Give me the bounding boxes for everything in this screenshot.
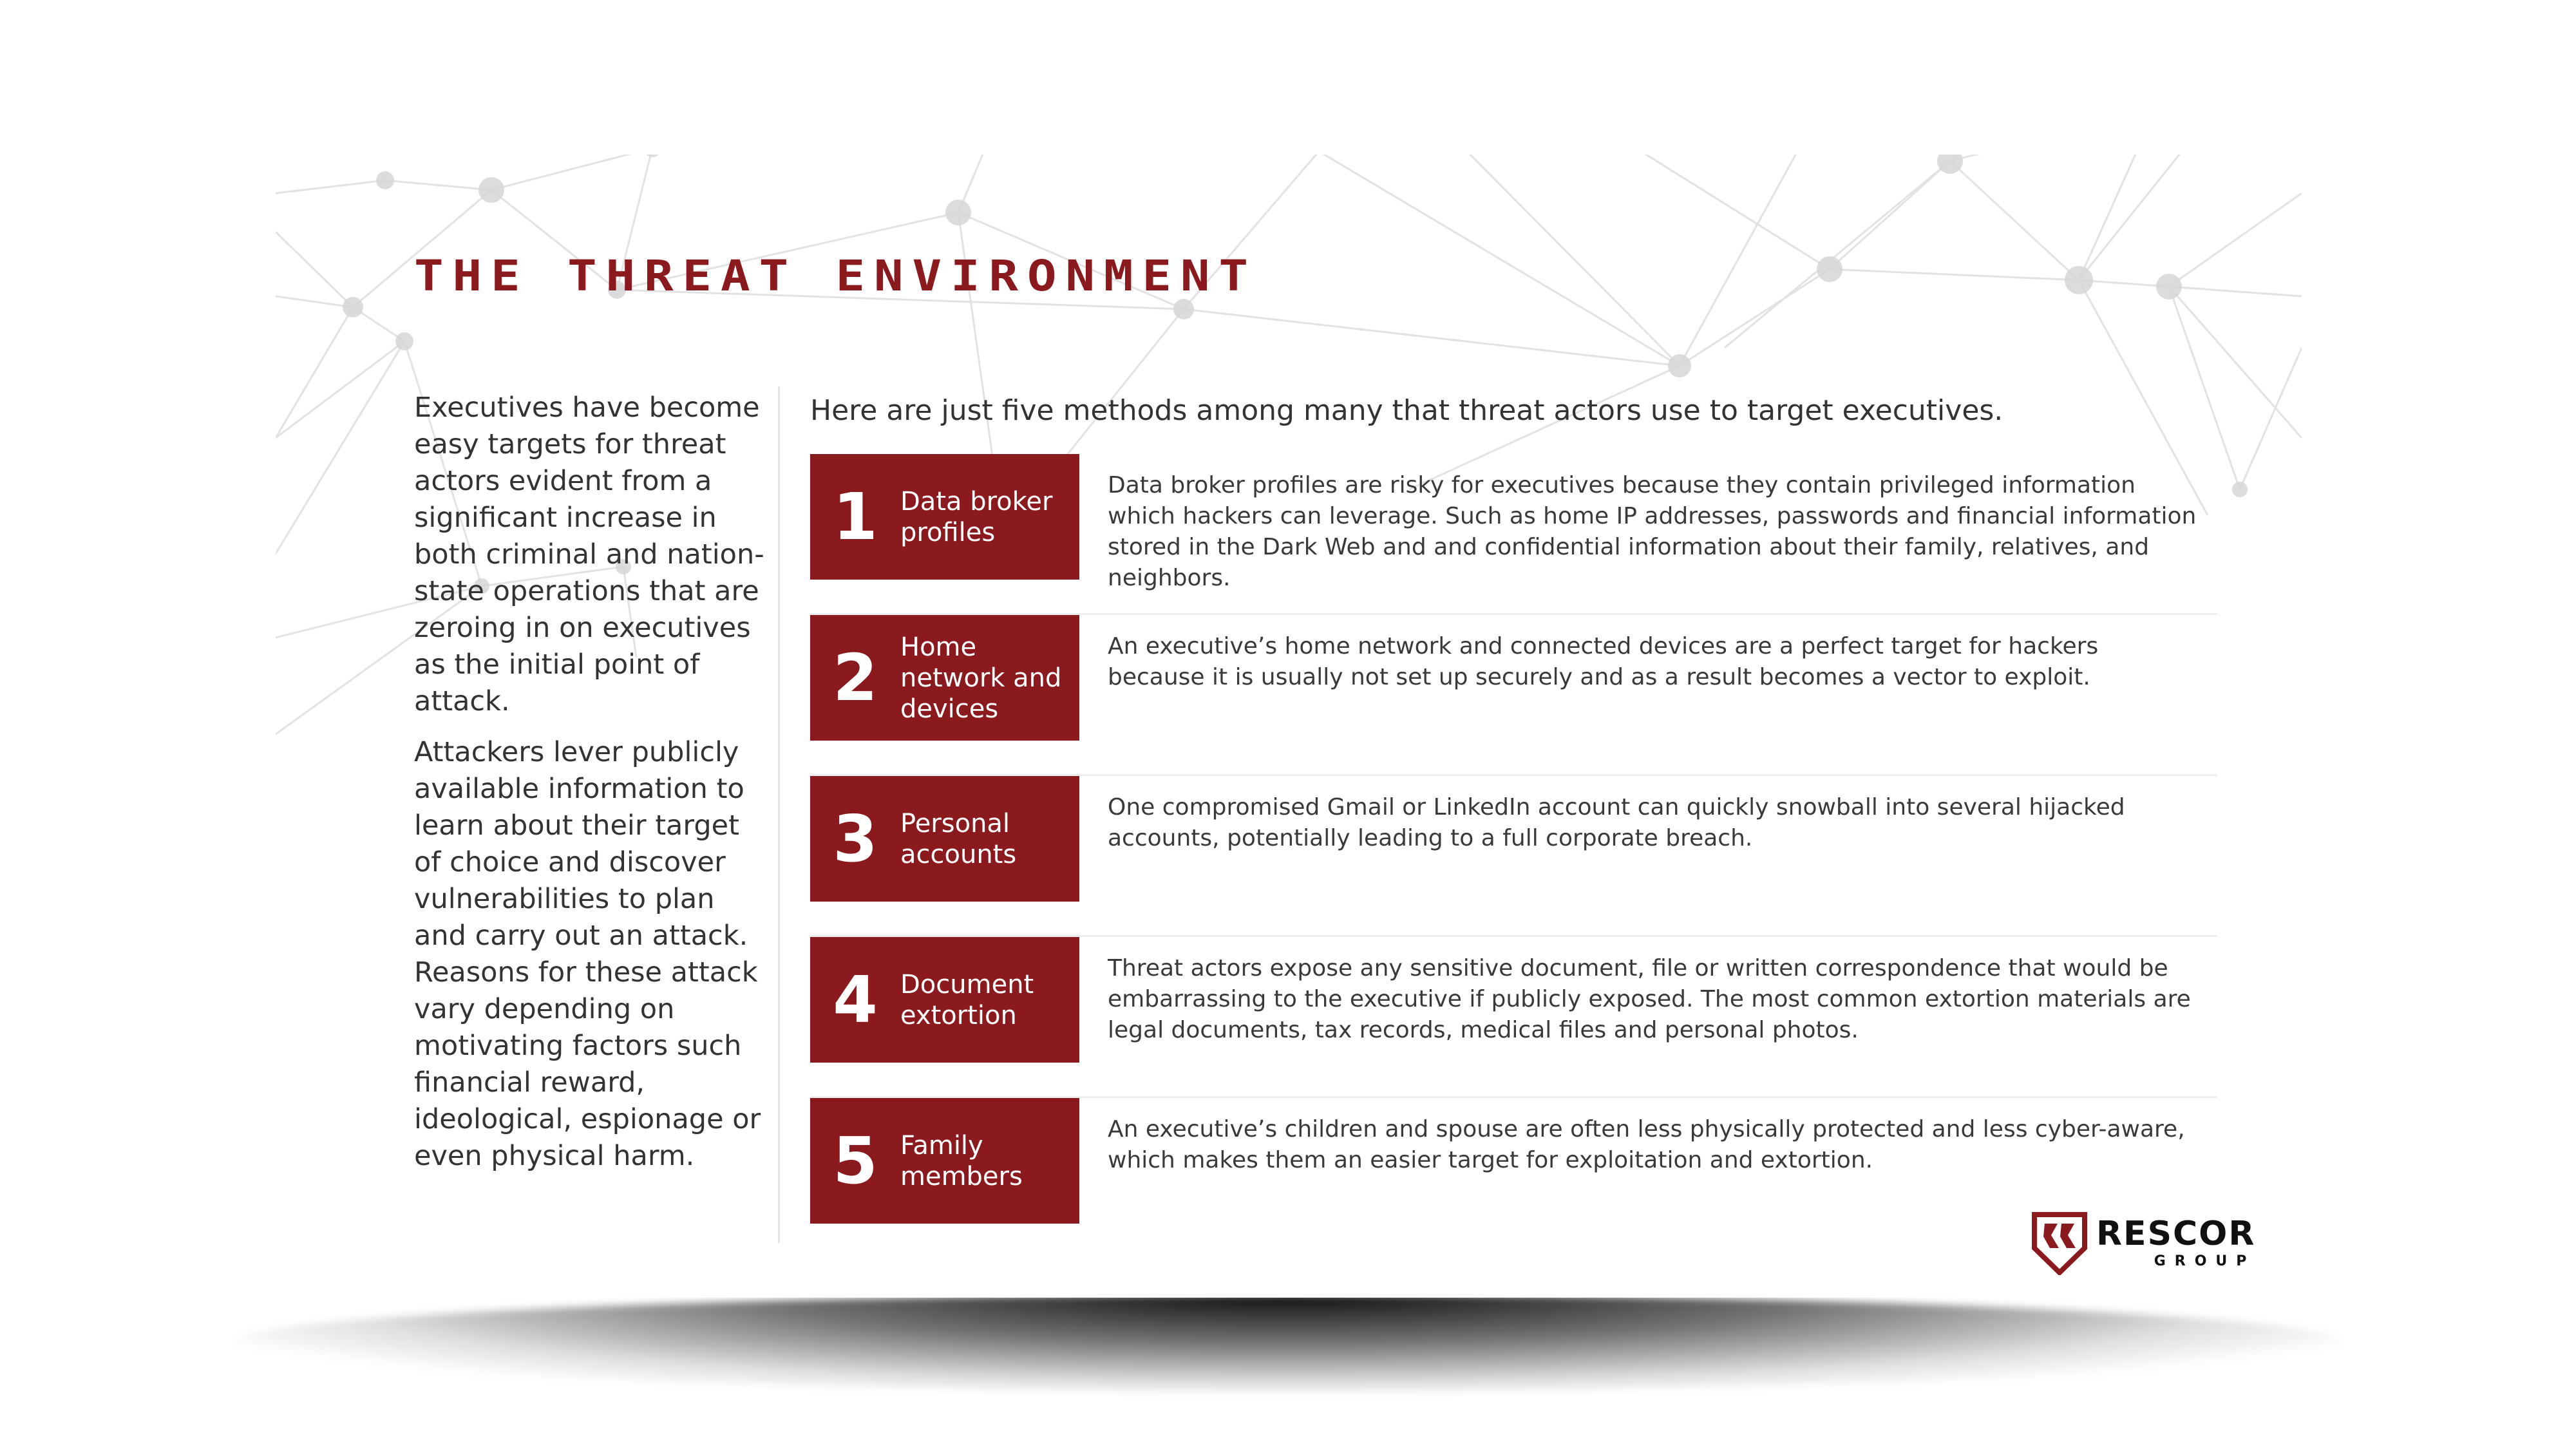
shield-logo-icon [2031,1211,2088,1275]
logo-wordmark [2096,1214,2256,1269]
method-number: 2 [833,639,878,715]
method-badge [810,937,1079,1063]
intro-paragraph: Executives have become easy targets for threat actors evident from a significant increase in both criminal and nation-state operations that are zeroing in on executives as the initial point of attack. [414,392,764,717]
method-description: Data broker profiles are risky for executives because they contain privileged information which hackers can leverage. Such as home IP addresses, passwords and financial information stored in the Dark Web and and confidential information about their family, relatives, and neighbors. [1108,472,2197,591]
method-label: Family members [900,1130,1023,1191]
method-badge [810,1098,1079,1224]
method-label: Home network and devices [900,632,1062,724]
intro-text [414,390,775,1189]
methods-list [810,454,2217,1259]
method-number: 3 [833,800,878,876]
method-description: One compromised Gmail or LinkedIn account can quickly snowball into several hijacked accounts, potentially leading to a full corporate breach. [1108,794,2125,851]
method-item [810,937,2217,1098]
column-divider [778,386,780,1243]
method-badge [810,454,1079,580]
company-logo [2031,1208,2255,1278]
method-number: 4 [833,961,878,1037]
method-number: 1 [833,478,878,554]
intro-paragraph: Attackers lever publicly available information to learn about their target of choice and discover vulnerabilities to plan and carry out an attack. Reasons for these attack vary depending on motivating factors such financial reward, ideological, espionage or even physical harm. [414,736,761,1172]
method-item [810,454,2217,615]
methods-lead: Here are just five methods among many that threat actors use to target executives. [810,394,2003,427]
method-badge [810,615,1079,741]
method-description: An executive’s home network and connected devices are a perfect target for hackers because it is usually not set up securely and as a result becomes a vector to exploit. [1108,633,2099,690]
method-description: An executive’s children and spouse are often less physically protected and less cyber-aware, which makes them an easier target for exploitation and extortion. [1108,1116,2185,1173]
card-shadow [232,1294,2344,1391]
method-number: 5 [833,1122,878,1198]
method-label: Personal accounts [900,808,1017,869]
logo-name: RESCOR [2096,1214,2256,1253]
method-label: Document extortion [900,969,1034,1030]
method-badge [810,776,1079,902]
method-description: Threat actors expose any sensitive document, file or written correspondence that would be embarrassing to the executive if publicly exposed. The most common extortion materials are legal documents, tax records, medical files and personal photos. [1108,955,2191,1043]
method-label: Data broker profiles [900,486,1053,547]
slide-card [276,155,2302,1298]
method-item [810,615,2217,776]
logo-subtitle: GROUP [2154,1253,2256,1269]
page-title: THE THREAT ENVIRONMENT [414,251,1257,301]
method-item [810,776,2217,937]
method-item [810,1098,2217,1259]
